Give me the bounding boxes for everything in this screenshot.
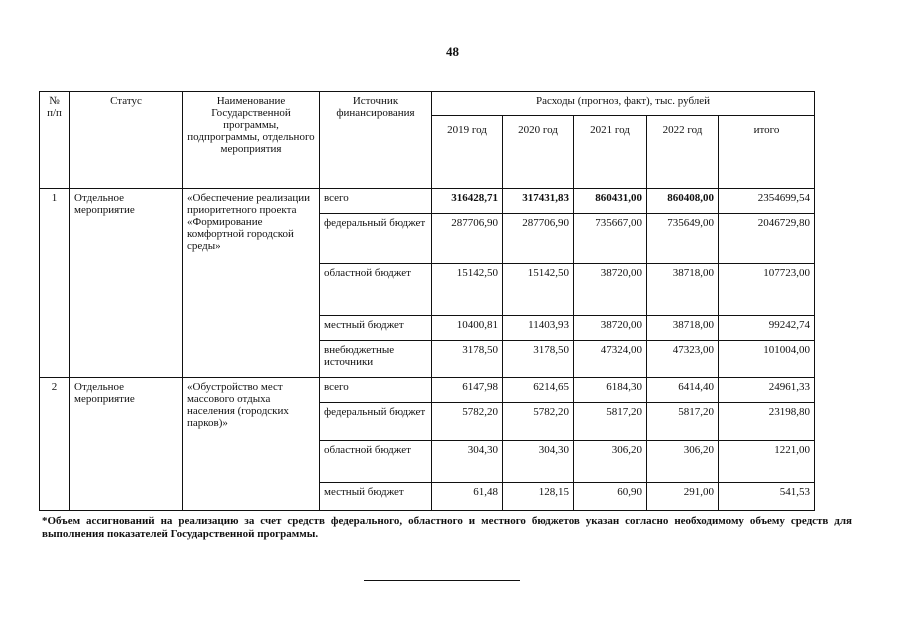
header-year: итого	[719, 116, 815, 189]
year-value: 735667,00	[574, 214, 647, 264]
total-value: 23198,80	[719, 403, 815, 441]
total-value: 99242,74	[719, 316, 815, 341]
year-value: 6184,30	[574, 378, 647, 403]
header-year: 2020 год	[503, 116, 574, 189]
header-expenses: Расходы (прогноз, факт), тыс. рублей	[432, 92, 815, 116]
table-row	[40, 378, 815, 403]
total-value: 24961,33	[719, 378, 815, 403]
year-value: 287706,90	[503, 214, 574, 264]
year-value: 6147,98	[432, 378, 503, 403]
year-value: 735649,00	[647, 214, 719, 264]
signature-line	[364, 580, 520, 581]
year-value: 38720,00	[574, 316, 647, 341]
measure-name: «Обустройство мест массового отдыха населения (городских парков)»	[183, 378, 320, 511]
funding-source: федеральный бюджет	[320, 214, 432, 264]
funding-source: внебюджетные источники	[320, 341, 432, 378]
total-value: 2046729,80	[719, 214, 815, 264]
year-value: 5782,20	[432, 403, 503, 441]
header-status: Статус	[70, 92, 183, 189]
budget-table	[39, 91, 815, 511]
header-year: 2022 год	[647, 116, 719, 189]
measure-number: 2	[40, 378, 70, 511]
header-row	[40, 92, 815, 116]
measure-status: Отдельное мероприятие	[70, 189, 183, 378]
total-value: 541,53	[719, 483, 815, 511]
year-value: 10400,81	[432, 316, 503, 341]
year-value: 61,48	[432, 483, 503, 511]
funding-source: всего	[320, 378, 432, 403]
funding-source: областной бюджет	[320, 441, 432, 483]
header-year: 2019 год	[432, 116, 503, 189]
year-value: 38718,00	[647, 316, 719, 341]
funding-source: местный бюджет	[320, 483, 432, 511]
measure-status: Отдельное мероприятие	[70, 378, 183, 511]
total-value: 107723,00	[719, 264, 815, 316]
year-value: 316428,71	[432, 189, 503, 214]
year-value: 304,30	[432, 441, 503, 483]
year-value: 306,20	[647, 441, 719, 483]
year-value: 6414,40	[647, 378, 719, 403]
total-value: 101004,00	[719, 341, 815, 378]
year-value: 5782,20	[503, 403, 574, 441]
year-value: 128,15	[503, 483, 574, 511]
year-value: 291,00	[647, 483, 719, 511]
year-value: 47324,00	[574, 341, 647, 378]
year-value: 3178,50	[503, 341, 574, 378]
year-value: 38718,00	[647, 264, 719, 316]
measure-number: 1	[40, 189, 70, 378]
funding-source: областной бюджет	[320, 264, 432, 316]
year-value: 6214,65	[503, 378, 574, 403]
year-value: 47323,00	[647, 341, 719, 378]
header-name: Наименование Государственной программы, подпрограммы, отдельного мероприятия	[183, 92, 320, 189]
page-number: 48	[446, 44, 459, 59]
year-value: 15142,50	[503, 264, 574, 316]
table-row	[40, 189, 815, 214]
year-value: 3178,50	[432, 341, 503, 378]
footnote: *Объем ассигнований на реализацию за счет средств федерального, областного и местного бюджетов указан согласно необходимому объему средств для выполнения показателей Государственной программы.	[42, 515, 852, 540]
year-value: 5817,20	[647, 403, 719, 441]
year-value: 38720,00	[574, 264, 647, 316]
year-value: 304,30	[503, 441, 574, 483]
header-source: Источник финансирования	[320, 92, 432, 189]
year-value: 5817,20	[574, 403, 647, 441]
measure-name: «Обеспечение реализации приоритетного проекта «Формирование комфортной городской среды»	[183, 189, 320, 378]
total-value: 2354699,54	[719, 189, 815, 214]
year-value: 860431,00	[574, 189, 647, 214]
year-value: 15142,50	[432, 264, 503, 316]
year-value: 287706,90	[432, 214, 503, 264]
year-value: 317431,83	[503, 189, 574, 214]
funding-source: федеральный бюджет	[320, 403, 432, 441]
header-year: 2021 год	[574, 116, 647, 189]
year-value: 306,20	[574, 441, 647, 483]
total-value: 1221,00	[719, 441, 815, 483]
year-value: 860408,00	[647, 189, 719, 214]
funding-source: всего	[320, 189, 432, 214]
year-value: 60,90	[574, 483, 647, 511]
header-num: № п/п	[40, 92, 70, 189]
funding-source: местный бюджет	[320, 316, 432, 341]
year-value: 11403,93	[503, 316, 574, 341]
